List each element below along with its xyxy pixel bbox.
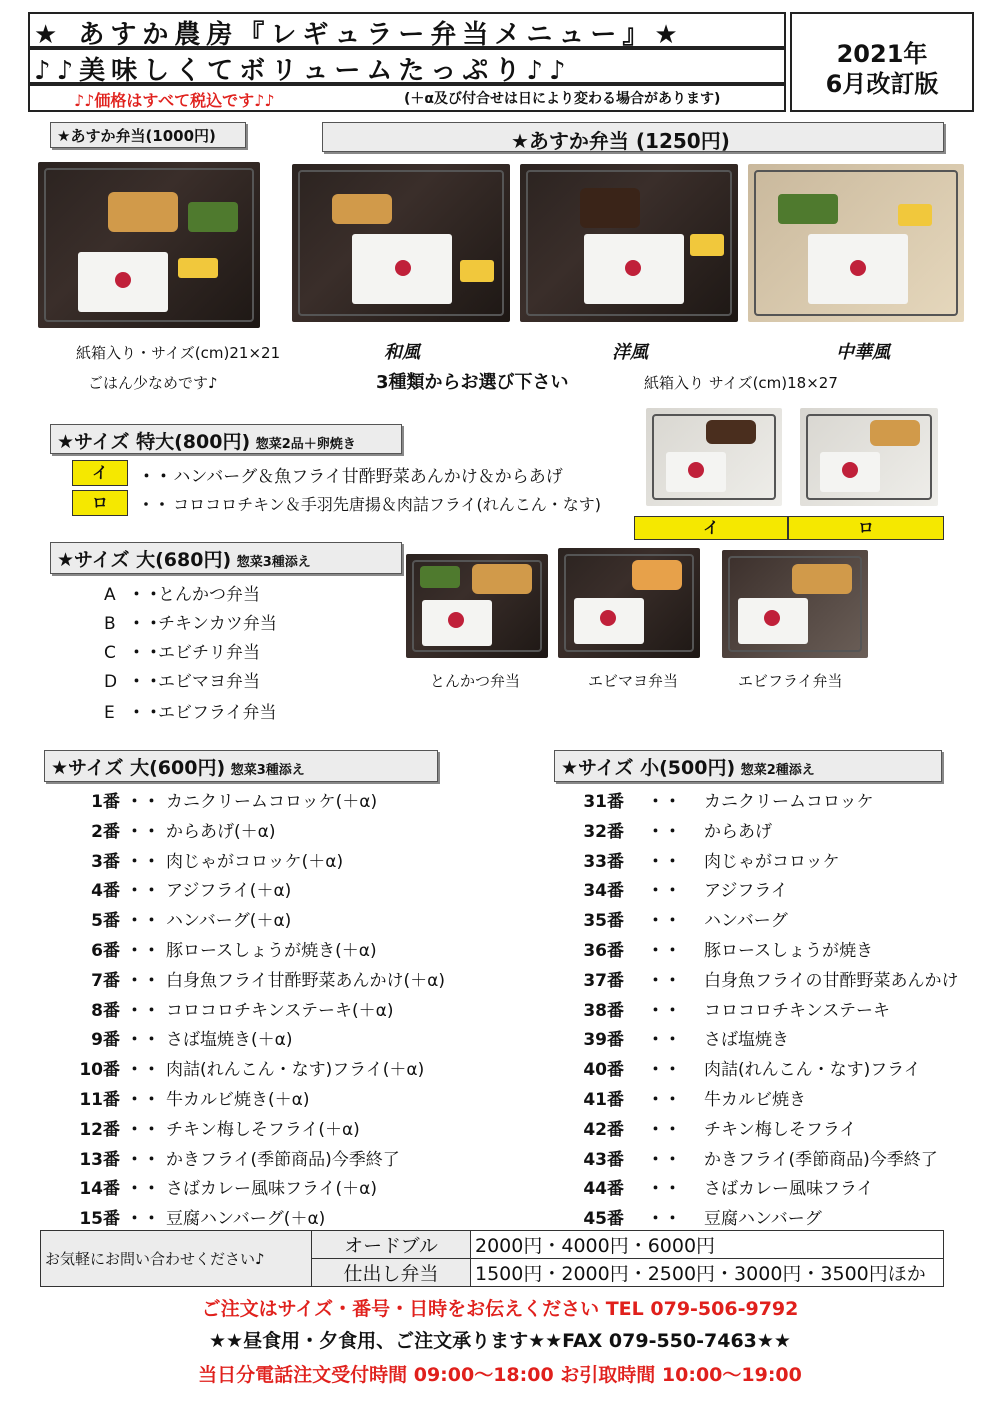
bento-photo-ebifry xyxy=(722,550,868,658)
item-text: ハンバーグ(＋α) xyxy=(166,911,292,932)
dots: ・・ xyxy=(647,792,681,812)
item-number: 2番 xyxy=(91,821,120,842)
item-text: 肉詰(れんこん・なす)フライ xyxy=(704,1060,921,1081)
dai600-item xyxy=(74,936,377,961)
dots: ・・ xyxy=(647,1119,681,1140)
caption-ebifry: エビフライ弁当 xyxy=(738,672,843,690)
sho500-item xyxy=(578,936,873,961)
item-number: 44番 xyxy=(583,1179,624,1200)
dai680-item-c: C ・・エビチリ弁当 xyxy=(104,643,260,663)
dots: ・・ xyxy=(126,911,160,932)
catering-name-shidashi: 仕出し弁当 xyxy=(312,1259,471,1287)
dots: ・・ xyxy=(647,1060,681,1081)
dai680-item-e: E ・・エビフライ弁当 xyxy=(104,703,277,723)
fax-line: ★★昼食用・夕食用、ご注文承ります★★FAX 079-550-7463★★ xyxy=(209,1330,791,1352)
item-text: カニクリームコロッケ xyxy=(704,792,874,812)
bento-photo-wafu xyxy=(292,164,510,322)
dai600-item xyxy=(74,1085,309,1110)
bento-photo-ebimayo xyxy=(558,548,700,658)
tokudai-key-i: イ xyxy=(72,460,128,486)
item-text: コロコロチキンステーキ(＋α) xyxy=(166,1000,394,1021)
item-text: 豚ロースしょうが焼き xyxy=(704,941,874,961)
item-text: チキン梅しそフライ(＋α) xyxy=(166,1119,360,1140)
asuka-1000-caption-rice: ごはん少なめです♪ xyxy=(88,374,218,392)
item-text: 豚ロースしょうが焼き(＋α) xyxy=(166,941,377,961)
item-number: 34番 xyxy=(583,881,624,902)
item-number: 42番 xyxy=(583,1119,624,1140)
item-text: さば塩焼き(＋α) xyxy=(166,1030,293,1051)
dots: ・・ xyxy=(138,467,172,487)
dai600-item xyxy=(74,1055,424,1080)
item-number: 14番 xyxy=(79,1179,120,1200)
bento-photo-tonkatsu xyxy=(406,554,548,658)
dots: ・・ xyxy=(126,881,160,902)
dots: ・・ xyxy=(138,495,171,514)
dots: ・・ xyxy=(126,821,160,842)
dots: ・・ xyxy=(647,821,681,842)
item-text: ハンバーグ xyxy=(704,911,788,932)
sho500-label xyxy=(554,750,942,782)
dots: ・・ xyxy=(647,881,681,902)
item-text: かきフライ(季節商品)今季終了 xyxy=(166,1149,400,1170)
item-text: 白身魚フライの甘酢野菜あんかけ xyxy=(704,970,959,991)
dots: ・・ xyxy=(126,792,160,812)
variation-note: (＋α及び付合せは日により変わる場合があります) xyxy=(404,91,721,107)
sho500-item xyxy=(578,966,959,991)
catering-row xyxy=(41,1231,944,1259)
dai600-item xyxy=(74,966,445,991)
dai600-item xyxy=(74,1204,325,1229)
dai680-item-a: A ・・とんかつ弁当 xyxy=(104,585,260,605)
header-subtitle: ♪♪美味しくてボリュームたっぷり♪♪ xyxy=(34,56,572,86)
dai600-item xyxy=(74,787,377,812)
item-number: 6番 xyxy=(91,941,120,961)
sho500-item xyxy=(578,906,788,931)
dots: ・・ xyxy=(647,911,681,932)
item-text: 肉じゃがコロッケ(＋α) xyxy=(166,851,344,872)
dai600-item xyxy=(74,1115,360,1140)
item-text: 肉詰(れんこん・なす)フライ(＋α) xyxy=(166,1060,425,1081)
dai600-item xyxy=(74,847,343,872)
dai600-item xyxy=(74,876,291,901)
dots: ・・ xyxy=(126,1149,160,1170)
item-text: さばカレー風味フライ xyxy=(704,1179,874,1200)
item-number: 7番 xyxy=(91,970,120,991)
dots: ・・ xyxy=(126,1060,160,1081)
edition-year: 2021年 xyxy=(836,40,928,68)
sho500-item xyxy=(578,817,772,842)
dai600-item xyxy=(74,817,275,842)
catering-name-hors-doeuvre: オードブル xyxy=(312,1231,471,1259)
dai680-item-d: D ・・エビマヨ弁当 xyxy=(104,672,260,692)
sho500-item xyxy=(578,1174,874,1199)
item-text: チキン梅しそフライ xyxy=(704,1119,857,1140)
catering-price-shidashi: 1500円・2000円・2500円・3000円・3500円ほか xyxy=(471,1259,944,1287)
sho500-item xyxy=(578,1204,822,1229)
item-number: 37番 xyxy=(583,970,624,991)
style-wafu: 和風 xyxy=(384,342,420,363)
tokudai-item-i-text: ハンバーグ＆魚フライ甘酢野菜あんかけ＆からあげ xyxy=(173,467,563,487)
caption-ebimayo: エビマヨ弁当 xyxy=(588,672,679,690)
dots: ・・ xyxy=(126,1179,160,1200)
order-instructions: ご注文はサイズ・番号・日時をお伝えください TEL 079-506-9792 xyxy=(201,1298,799,1320)
sho500-sub: 惣菜2種添え xyxy=(740,763,815,778)
dai600-label xyxy=(44,750,438,782)
style-chukafu: 中華風 xyxy=(836,342,890,363)
dai600-sub: 惣菜3種添え xyxy=(230,763,305,778)
item-text: 肉じゃがコロッケ xyxy=(704,851,840,872)
dai680-sub: 惣菜3種添え xyxy=(236,555,311,570)
sho500-title: ★サイズ 小(500円) xyxy=(561,757,736,779)
bento-photo-tokudai-ro xyxy=(800,408,938,506)
sho500-item xyxy=(578,1025,789,1050)
item-number: 40番 xyxy=(583,1060,624,1081)
item-text: アジフライ(＋α) xyxy=(166,881,292,902)
tokudai-title: ★サイズ 特大(800円) xyxy=(57,431,251,453)
inquiry-cell: お気軽にお問い合わせください♪ xyxy=(41,1231,312,1287)
item-text: 白身魚フライ甘酢野菜あんかけ(＋α) xyxy=(166,970,445,991)
photo-key-ro: ロ xyxy=(788,516,944,540)
item-number: 5番 xyxy=(91,911,120,932)
dots: ・・ xyxy=(647,1000,681,1021)
item-number: 39番 xyxy=(583,1030,624,1051)
item-text: カニクリームコロッケ(＋α) xyxy=(166,792,378,812)
header-title: ★ あすか農房『レギュラー弁当メニュー』★ xyxy=(34,20,684,50)
dots: ・・ xyxy=(126,970,160,991)
dots: ・・ xyxy=(126,941,160,961)
dots: ・・ xyxy=(126,851,160,872)
catering-table xyxy=(40,1230,944,1287)
dai600-item xyxy=(74,1174,377,1199)
item-number: 31番 xyxy=(583,792,624,812)
item-number: 3番 xyxy=(91,851,120,872)
tax-note: ♪♪価格はすべて税込です♪♪ xyxy=(74,91,275,110)
item-text: さばカレー風味フライ(＋α) xyxy=(166,1179,377,1200)
item-number: 38番 xyxy=(583,1000,624,1021)
tokudai-label xyxy=(50,424,402,454)
item-number: 8番 xyxy=(91,1000,120,1021)
dai680-title: ★サイズ 大(680円) xyxy=(57,549,232,571)
item-text: コロコロチキンステーキ xyxy=(704,1000,890,1021)
tokudai-item-i xyxy=(138,462,563,487)
choose-note: 3種類からお選び下さい xyxy=(376,372,569,393)
asuka-1250-size-note: 紙箱入り サイズ(cm)18×27 xyxy=(644,374,838,392)
sho500-item xyxy=(578,996,890,1021)
item-number: 11番 xyxy=(79,1090,120,1110)
bento-photo-asuka-1000 xyxy=(38,162,260,328)
item-text: アジフライ xyxy=(704,881,788,902)
dots: ・・ xyxy=(647,851,681,872)
hours-line: 当日分電話注文受付時間 09:00～18:00 お引取時間 10:00～19:00 xyxy=(198,1364,802,1386)
dots: ・・ xyxy=(647,970,681,991)
item-text: 豆腐ハンバーグ(＋α) xyxy=(166,1209,326,1230)
sho500-item xyxy=(578,1055,921,1080)
sho500-item xyxy=(578,847,840,872)
dots: ・・ xyxy=(126,1030,160,1051)
item-text: 牛カルビ焼き(＋α) xyxy=(166,1090,310,1110)
dai600-item xyxy=(74,1145,400,1170)
style-yofu: 洋風 xyxy=(612,342,648,363)
item-number: 33番 xyxy=(583,851,624,872)
item-number: 4番 xyxy=(91,881,120,902)
dots: ・・ xyxy=(647,1090,681,1110)
asuka-1250-label: ★あすか弁当 (1250円) xyxy=(322,122,944,152)
item-number: 41番 xyxy=(583,1090,624,1110)
sho500-item xyxy=(578,876,788,901)
photo-key-i: イ xyxy=(634,516,788,540)
dots: ・・ xyxy=(126,1119,160,1140)
tokudai-item-ro-text: コロコロチキン＆手羽先唐揚＆肉詰フライ(れんこん・なす) xyxy=(173,495,601,514)
sho500-item xyxy=(578,787,874,812)
dai680-label xyxy=(50,542,402,574)
bento-photo-chukafu xyxy=(748,164,964,322)
item-number: 12番 xyxy=(79,1119,120,1140)
dots: ・・ xyxy=(647,941,681,961)
dai600-item xyxy=(74,996,393,1021)
tokudai-sub: 惣菜2品＋卵焼き xyxy=(255,437,356,452)
dots: ・・ xyxy=(126,1000,160,1021)
catering-price-hors-doeuvre: 2000円・4000円・6000円 xyxy=(471,1231,944,1259)
item-number: 45番 xyxy=(583,1209,624,1230)
dots: ・・ xyxy=(647,1149,681,1170)
item-number: 1番 xyxy=(91,792,120,812)
dai600-item xyxy=(74,906,291,931)
dai600-item xyxy=(74,1025,292,1050)
sho500-item xyxy=(578,1115,856,1140)
bento-photo-yofu xyxy=(520,164,738,322)
edition-label: 6月改訂版 xyxy=(825,70,939,98)
sho500-item xyxy=(578,1145,938,1170)
dai600-title: ★サイズ 大(600円) xyxy=(51,757,226,779)
tokudai-key-ro: ロ xyxy=(72,490,128,516)
asuka-1000-caption-size: 紙箱入り・サイズ(cm)21×21 xyxy=(76,344,281,362)
dots: ・・ xyxy=(647,1179,681,1200)
dots: ・・ xyxy=(126,1209,160,1230)
item-text: 豆腐ハンバーグ xyxy=(704,1209,822,1230)
sho500-item xyxy=(578,1085,806,1110)
bento-photo-tokudai-i xyxy=(646,408,782,506)
item-number: 32番 xyxy=(583,821,624,842)
item-number: 13番 xyxy=(79,1149,120,1170)
item-number: 15番 xyxy=(79,1209,120,1230)
asuka-1000-label: ★あすか弁当(1000円) xyxy=(50,122,246,148)
dots: ・・ xyxy=(647,1030,681,1051)
item-number: 10番 xyxy=(79,1060,120,1081)
item-text: からあげ(＋α) xyxy=(166,821,276,842)
item-text: かきフライ(季節商品)今季終了 xyxy=(704,1149,938,1170)
item-number: 9番 xyxy=(91,1030,120,1051)
caption-tonkatsu: とんかつ弁当 xyxy=(430,672,521,690)
tokudai-item-ro xyxy=(138,492,601,515)
item-number: 36番 xyxy=(583,941,624,961)
item-text: からあげ xyxy=(704,821,772,842)
item-text: さば塩焼き xyxy=(704,1030,789,1051)
dots: ・・ xyxy=(126,1090,160,1110)
dai680-item-b: B ・・チキンカツ弁当 xyxy=(104,614,277,634)
item-number: 43番 xyxy=(583,1149,624,1170)
item-number: 35番 xyxy=(583,911,624,932)
dots: ・・ xyxy=(647,1209,681,1230)
item-text: 牛カルビ焼き xyxy=(704,1090,806,1110)
